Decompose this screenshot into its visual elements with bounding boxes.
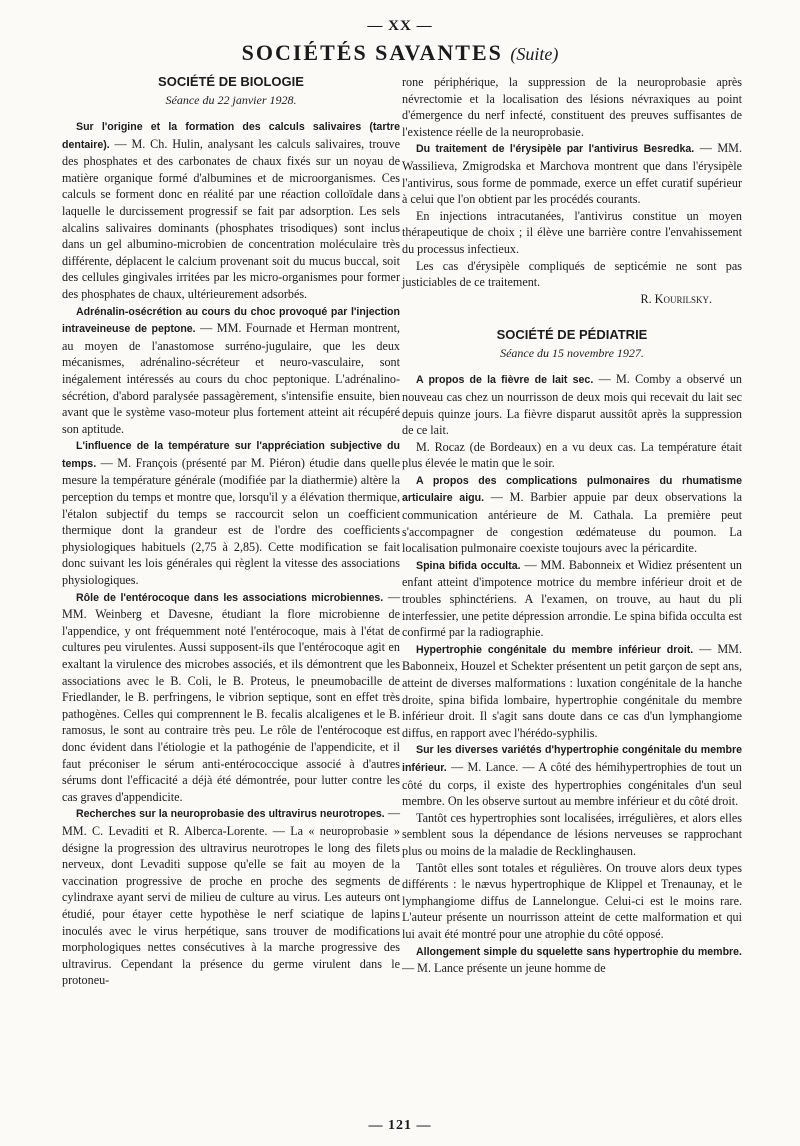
article-body: — MM. Babonneix, Houzel et Schekter présentent un petit garçon de sept ans, atteint de diverses malformations : luxation congénitale de la hanche droite, spina bifida lombaire, hypertrophie congénitale du membre inférieur droit. Il s'agit sans doute dans ce cas d'un lymphangiome diffus, en rapport avec l'hérédo-syphilis. — [402, 641, 742, 740]
article-body: — MM. Wassilieva, Zmigrodska et Marchova montrent que dans l'érysipèle l'antivirus, sous forme de pommade, exerce un effet curatif supérieur à celui que l'on obtient par les procédés courants. — [402, 141, 742, 207]
article-body: — M. Barbier appuie par deux observations la communication antérieure de M. Cathala. La première peut s'accompagner de congestion œdémateuse du poumon. La localisation pulmonaire coexiste toujours avec la péricardite. — [402, 490, 743, 556]
article-heading: Hypertrophie congénitale du membre inférieur droit. — [416, 643, 694, 656]
article-body: — M. Lance présente un jeune homme de — [402, 961, 606, 976]
article-heading: A propos de la fièvre de lait sec. — [416, 374, 594, 387]
article-paragraph — [402, 557, 742, 641]
article-heading: L'influence de la température sur l'appréciation subjective du temps. — [62, 440, 400, 470]
article-heading: Du traitement de l'érysipèle par l'antivirus Besredka. — [416, 143, 695, 156]
article-body: — MM. Fournade et Herman montrent, au moyen de l'anastomose surréno-jugulaire, que les deux mécanismes, adrénalino-sécréteur et neuro-vasculaire, sont inégalement intéressés au cours du choc peptonique. L'adrénalino-sécrétion, d'abord paralysée passagèrement, s'intensifie ensuite, bien avant que le système vaso-moteur plus fortement atteint ait récupéré son aptitude. — [62, 321, 400, 436]
article-paragraph: Tantôt ces hypertrophies sont localisées, irrégulières, et alors elles semblent sous la dépendance de lésions nerveuses se rapprochant plus ou moins de la maladie de Recklinghausen. — [402, 810, 742, 858]
article-paragraph — [402, 371, 742, 438]
article-paragraph: Tantôt elles sont totales et régulières. On trouve alors deux types différents : le nævus hypertrophique de Klippel et Trenaunay, et le lymphangiome diffus de Lannelongue. Celui-ci est le moins rare. L'auteur présente un nourrisson atteint de cette malformation et qui lui avait été montré pour une atrophie du côté opposé. — [402, 860, 742, 941]
page-title-text: SOCIÉTÉS SAVANTES — [241, 40, 503, 65]
article-paragraph — [62, 437, 400, 588]
article-heading: A propos des complications pulmonaires du rhumatisme articulaire aigu. — [402, 474, 742, 505]
page-title — [0, 40, 800, 66]
article-paragraph — [62, 303, 400, 438]
section-title-pediatrie: SOCIÉTÉ DE PÉDIATRIE — [496, 327, 648, 343]
article-paragraph — [62, 589, 400, 806]
article-body: — M. François (présenté par M. Piéron) étudie dans quelle mesure la température générale (modifiée par la diathermie) altère la perception du temps et montre que, lorsqu'il y a élévation thermique, l'étalon subjectif du temps se raccourcit selon un coefficient thermique dont la grandeur est de l'ordre des coefficients physiologiques habituels (2,75 à 2,85). Cette modification se fait donc suivant les lois générales qui règlent la vitesse des associations physiologiques. — [62, 455, 400, 588]
page-title-suite: (Suite) — [510, 44, 559, 64]
article-body: — M. Comby a observé un nouveau cas chez un nourrisson de deux mois qui recevait du lait sec depuis quinze jours. La fièvre disparut aussitôt après la suppression de ce lait. — [402, 372, 743, 438]
article-heading: Adrénalin-osécrétion au cours du choc provoqué par l'injection intraveineuse de peptone. — [62, 305, 400, 336]
article-paragraph: En injections intracutanées, l'antivirus constitue un moyen thérapeutique de choix ; il élève une barrière contre l'envahissement du processus infectieux. — [402, 208, 742, 256]
section-date-pediatrie: Séance du 15 novembre 1927. — [500, 346, 644, 361]
article-heading: Spina bifida occulta. — [416, 559, 521, 572]
section-title-biologie: SOCIÉTÉ DE BIOLOGIE — [158, 74, 304, 89]
right-column — [402, 74, 742, 977]
article-paragraph — [402, 943, 742, 977]
article-body: — MM. C. Levaditi et R. Alberca-Lorente. — La « neuroprobasie » désigne la progression des ultravirus neurotropes le long des filets nerveux, dont Levaditi suppose qu'elle se fait au moyen de la vaccination progressive de proche en proche des segments de cylindraxe ayant servi de milieu de culture au virus. Les auteurs ont étudié, pour étayer cette hypothèse le nerf sciatique de lapins inoculés avec le virus herpétique, sans trouver de modifications morphologiques nettes consécutives à la marche progressive des ultravirus. Cependant la présence du germe virulent dans le protoneu- — [62, 806, 400, 988]
article-paragraph — [62, 118, 400, 303]
article-paragraph — [402, 472, 742, 557]
article-heading: Recherches sur la neuroprobasie des ultravirus neurotropes. — [76, 808, 385, 821]
article-paragraph — [62, 805, 400, 989]
article-body: — M. Lance. — A côté des hémihypertrophies de tout un côté du corps, il existe des hypertrophies congénitales d'un seul membre. On les observe surtout au membre inférieur et du côté droit. — [402, 759, 742, 809]
article-heading: Allongement simple du squelette sans hypertrophie du membre. — [416, 945, 742, 958]
page-number: — 121 — — [368, 1118, 432, 1133]
article-body: — MM. Weinberg et Davesne, étudiant la flore microbienne de l'appendice, y ont fréquemment noté l'entérocoque, mais à l'état de cultures peu virulentes. Aussi supposent-ils que l'entérocoque agit en exaltant la virulence des microbes associés, et ils démontrent que les associations avec le B. Coli, le B. Proteus, le pneumobacille de Friedlander, le B. perfringens, le vibrion septique, sont en effet très pathogènes. Celles qui comprennent le B. fecalis alcaligenes et le B. ramosus, le sont au contraire très peu. Le rôle de l'entérocoque est donc évident dans l'étiologie et la pathogénie de l'appendicite, et il faut préconiser le sérum anti-entérococcique associé à d'autres sérums dont l'efficacité a déjà été démontrée, pour lutter contre les cas graves d'appendicite. — [62, 589, 400, 804]
article-paragraph — [402, 641, 742, 742]
article-paragraph: M. Rocaz (de Bordeaux) en a vu deux cas. La température était plus élevée le matin que le soir. — [402, 439, 742, 471]
article-heading: Sur l'origine et la formation des calculs salivaires (tartre dentaire). — [62, 121, 400, 151]
article-paragraph — [402, 140, 742, 207]
article-heading: Sur les diverses variétés d'hypertrophie congénitale du membre inférieur. — [402, 744, 742, 774]
article-body: — MM. Babonneix et Widiez présentent un enfant atteint d'impotence motrice du membre inférieur droit et de troubles sphinctériens. A l'examen, on trouve, au haut du pli interfessier, une petite dépression arrondie. Le spina bifida occulta est confirmé par la radiographie. — [402, 557, 742, 640]
article-paragraph — [402, 741, 742, 809]
signature: R. Kourilsky. — [640, 291, 712, 306]
section-date-biologie: Séance du 22 janvier 1928. — [165, 93, 297, 107]
article-paragraph: rone périphérique, la suppression de la neuroprobasie après névrectomie et la localisation des lésions névraxiques au point d'émergence du nerf infecté, constituent des preuves suffisantes de l'existence réelle de la neuroprobasie. — [402, 75, 742, 139]
article-paragraph: Les cas d'érysipèle compliqués de septicémie ne sont pas justiciables de ce traitement. — [402, 258, 742, 290]
left-column — [62, 74, 400, 989]
article-heading: Rôle de l'entérocoque dans les associations microbiennes. — [76, 591, 384, 604]
article-body: — M. Ch. Hulin, analysant les calculs salivaires, trouve des phosphates et des carbonates de chaux fixés sur un noyau de matière organique formé d'albumines et de microorganismes. Ces calculs se forment donc en réalité par une réaction colloïdale dans laquelle le durcissement progressif se fait par adsorption. Les sels alcalins salivaires dominants (phosphates trisodiques) sont inclus dans un gel albumino-microbien de concentration moléculaire très différente, déplacent le calcium provenant soit du mucus buccal, soit des cellules gingivales irritées par les micro-organismes pour former des phosphates de chaux, ultérieurement adsorbés. — [62, 136, 400, 301]
header-roman-numeral: — XX — — [367, 18, 433, 34]
